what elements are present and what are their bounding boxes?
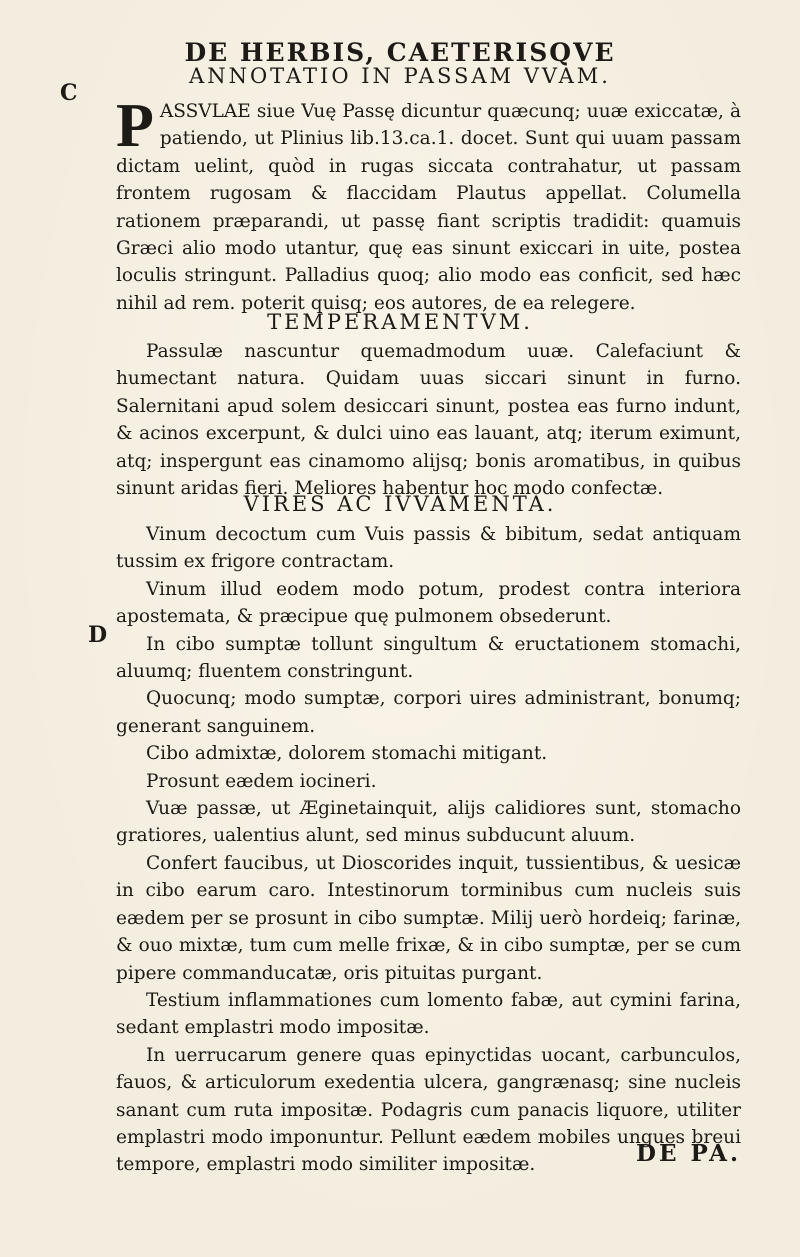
vires-entry: Testium inflammationes cum lomento fabæ, aut cymini farina, sedant emplastri modo impositæ. [116,989,741,1039]
section-title-temperamentum: TEMPERAMENTVM. [267,310,533,334]
vires-entry: Vinum decoctum cum Vuis passis & bibitum, sedat antiquam tussim ex frigore contractam. [116,524,741,573]
paragraph-temperamentum [116,338,741,502]
vires-entry: Prosunt eædem iocineri. [146,770,377,792]
vires-entry: In uerrucarum genere quas epinyctidas uocant, carbunculos, fauos, & articulorum exedentia ulcera, gangrænasq; sine nucleis sanant cum ruta impositæ. Podagris cum panacis liquore, utiliter emplastri modo imponuntur. Pellunt eædem mobiles ungues breui tempore, emplastri modo similiter impositæ. [116,1044,741,1176]
section-title-vires: VIRES AC IVVAMENTA. [243,492,557,516]
paragraph-temperamentum-text: Passulæ nascuntur quemadmodum uuæ. Calefaciunt & humectant natura. Quidam uuas siccari sinunt in furno. Salernitani apud solem desiccari sinunt, postea eas furno indunt, & acinos excerpunt, & dulci uino eas lauant, atq; iterum eximunt, atq; inspergunt eas cinamomo alijsq; bonis aromatibus, in quibus sinunt aridas fieri. Meliores habentur hoc modo confectæ. [116,341,741,500]
vires-entry: Vinum illud eodem modo potum, prodest contra interiora apostemata, & præcipue quę pulmonem obsederunt. [116,578,741,628]
vires-list [116,521,741,1179]
catchword: DE PA. [636,1140,741,1167]
section-title-annotatio: ANNOTATIO IN PASSAM VVAM. [189,64,611,88]
margin-letter-d: D [88,622,108,648]
drop-cap: P [116,92,154,160]
vires-entry: In cibo sumptæ tollunt singultum & eructationem stomachi, aluumq; fluentem constringunt. [116,633,741,683]
vires-entry: Confert faucibus, ut Dioscorides inquit, tussientibus, & uesicæ in cibo earum caro. Intestinorum torminibus cum nucleis suis eædem per se prosunt in cibo sumptæ. Milij uerò hordeiq; farinæ, & ouo mixtæ, tum cum melle frixæ, & in cibo sumptæ, per se cum pipere commanducatæ, oris pituitas purgant. [116,852,741,984]
margin-letter-c: C [60,80,78,106]
running-head: DE HERBIS, CAETERISQVE [184,38,616,67]
vires-entry: Cibo admixtæ, dolorem stomachi mitigant. [146,743,548,765]
vires-entry: Quocunq; modo sumptæ, corpori uires administrant, bonumq; generant sanguinem. [116,688,741,737]
paragraph-annotatio-text: ASSVLAE siue Vuę Passę dicuntur quæcunq; uuæ exiccatæ, à patiendo, ut Plinius lib.13.ca.1. docet. Sunt qui uuam passam dictam uelint, quòd in rugas siccata contrahatur, ut passam frontem rugosam & flaccidam Plautus appellat. Columella rationem præparandi, ut passę fiant scriptis tradidit: quamuis Græci alio modo utantur, quę eas sinunt exiccari in uite, postea loculis stringunt. Palladius quoq; alio modo eas conficit, sed hæc nihil ad rem. poterit quisq; eos autores, de ea relegere. [116,101,741,314]
vires-entry: Vuæ passæ, ut Æginetainquit, alijs calidiores sunt, stomacho gratiores, ualentius alunt, sed minus subducunt aluum. [116,798,741,847]
paragraph-annotatio [116,92,741,317]
